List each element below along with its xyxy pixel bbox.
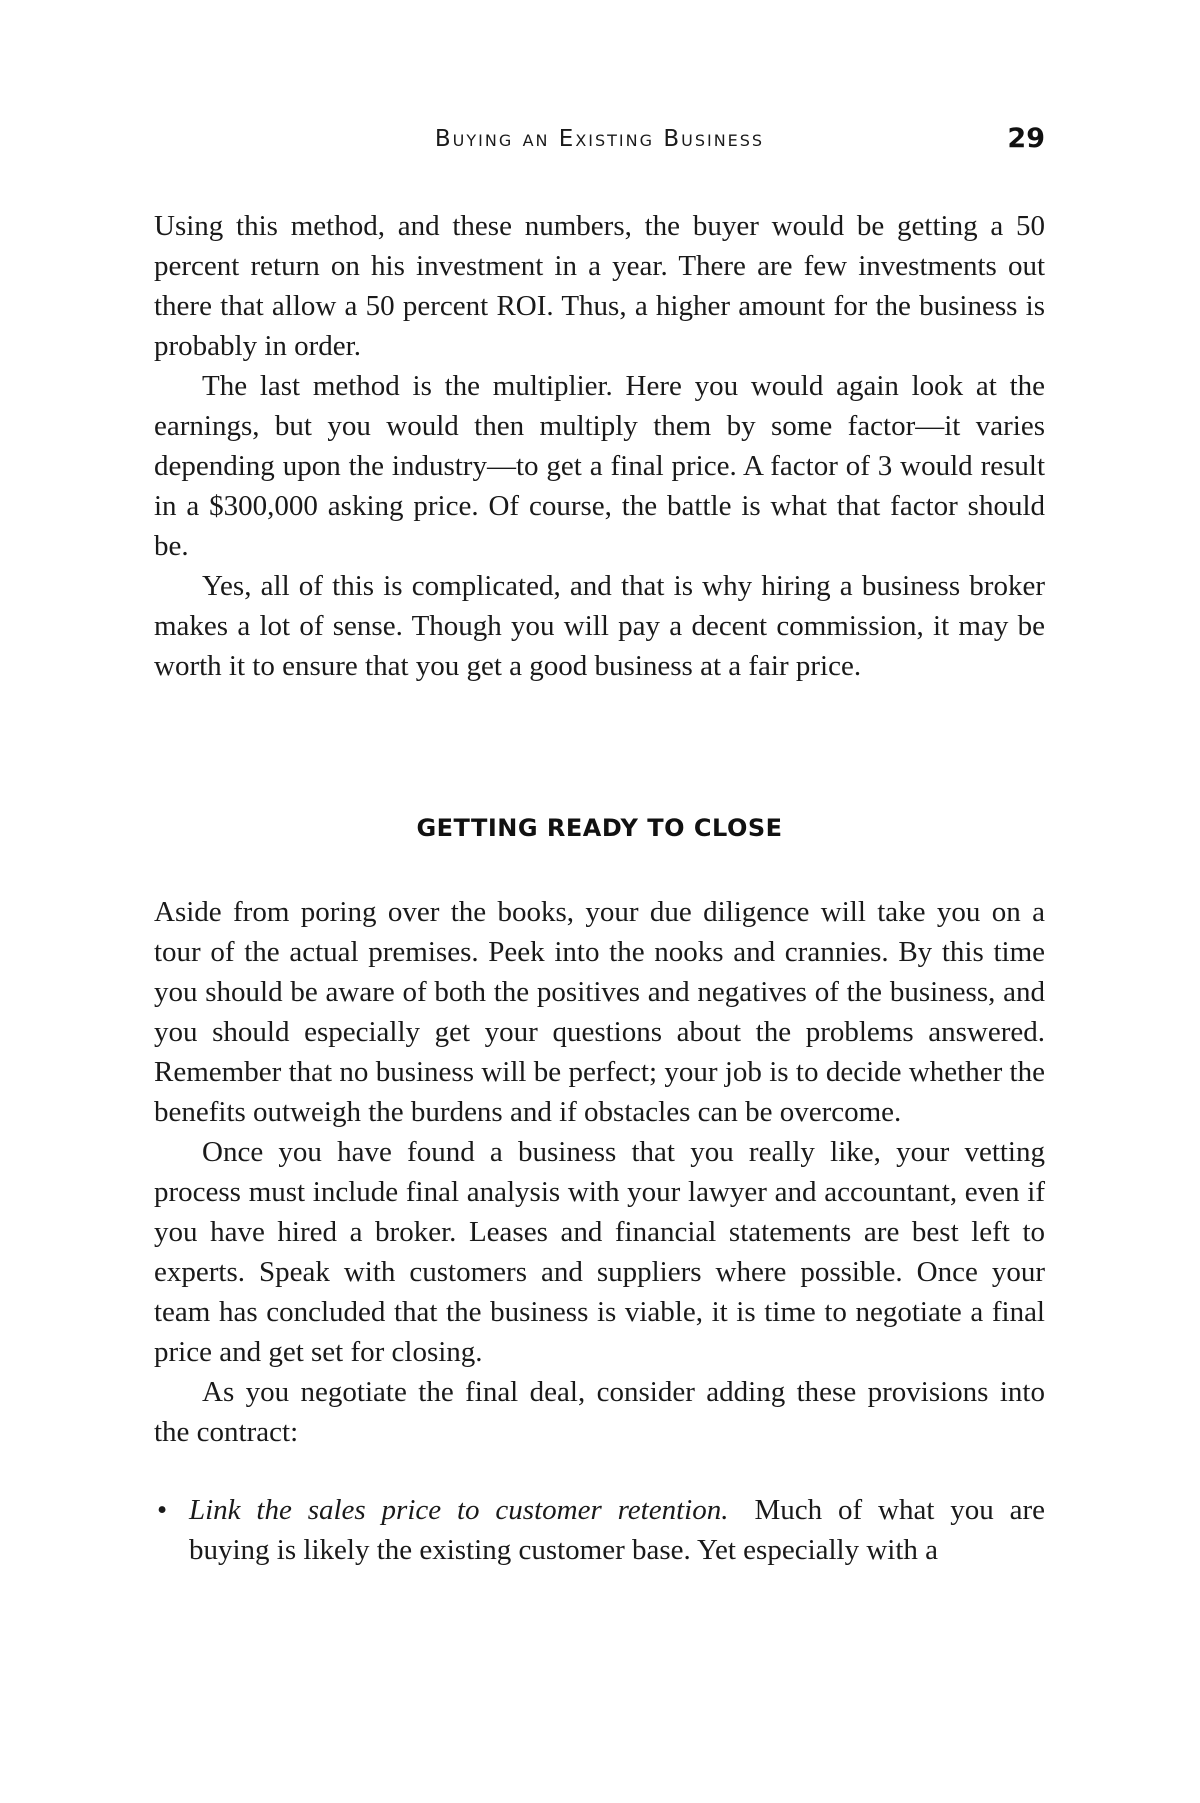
list-item <box>154 1490 1045 1570</box>
body-text-top <box>154 206 1045 686</box>
document-page <box>154 123 1045 1766</box>
provisions-list <box>154 1490 1045 1570</box>
bullet-icon: • <box>157 1494 168 1526</box>
paragraph-vetting: Once you have found a business that you really like, your vetting process must include final analysis with your lawyer and accountant, even if you have hired a broker. Leases and financial statements are best left to experts. Speak with customers and suppliers where possible. Once your team has concluded that the business is viable, it is time to negotiate a final price and get set for closing. <box>154 1136 1045 1368</box>
bullet-text: Much of what you are buying is likely the existing customer base. Yet especially with a <box>189 1494 1045 1566</box>
paragraph-due-diligence: Aside from poring over the books, your due diligence will take you on a tour of the actual premises. Peek into the nooks and crannies. By this time you should be aware of both the positives and negatives of the business, and you should especially get your questions about the problems answered. Remember that no business will be perfect; your job is to decide whether the benefits outweigh the burdens and if obstacles can be overcome. <box>154 896 1045 1128</box>
paragraph-roi: Using this method, and these numbers, the buyer would be getting a 50 percent return on his investment in a year. There are few investments out there that allow a 50 percent ROI. Thus, a higher amount for the business is probably in order. <box>154 210 1045 362</box>
page-number: 29 <box>1007 123 1045 154</box>
body-text-bottom <box>154 892 1045 1452</box>
paragraph-provisions: As you negotiate the final deal, consider adding these provisions into the contract: <box>154 1376 1045 1448</box>
running-title: Buying an Existing Business <box>434 126 765 152</box>
section-heading: GETTING READY TO CLOSE <box>416 814 783 842</box>
bullet-lead-italic: Link the sales price to customer retention. <box>189 1494 729 1526</box>
paragraph-broker: Yes, all of this is complicated, and that is why hiring a business broker makes a lot of sense. Though you will pay a decent commission, it may be worth it to ensure that you get a good business at a fair price. <box>154 570 1045 682</box>
running-header <box>154 123 1045 166</box>
paragraph-multiplier: The last method is the multiplier. Here you would again look at the earnings, but you would then multiply them by some factor—it varies depending upon the industry—to get a final price. A factor of 3 would result in a $300,000 asking price. Of course, the battle is what that factor should be. <box>154 370 1045 562</box>
